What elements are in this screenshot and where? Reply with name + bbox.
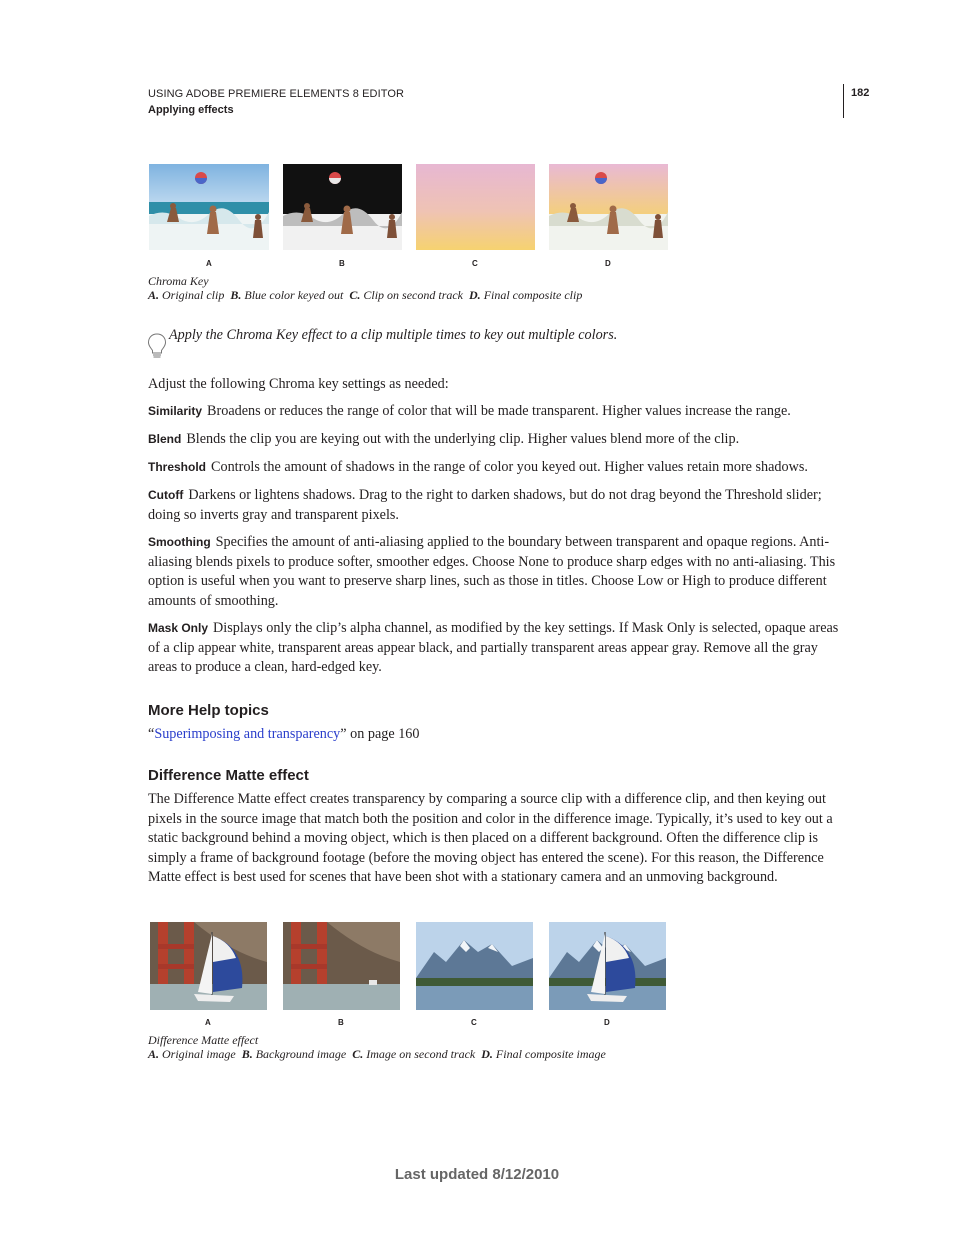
figure2-label-d: D (604, 1018, 610, 1027)
running-header-section: Applying effects (148, 104, 234, 116)
page-number: 182 (851, 87, 870, 99)
setting-mask-only: Mask Only Displays only the clip’s alpha channel, as modified by the key settings. If Mask Only is selected, opaque areas of a clip appear white, transparent areas appear black, and partially transparent areas appear gray. Remove all the gray areas to produce a clean, hard-edged key. (148, 620, 839, 675)
setting-blend: Blend Blends the clip you are keying out with the underlying clip. Higher values blend more of the clip. (148, 431, 740, 447)
difference-matte-second-track-image (416, 922, 533, 1010)
last-updated-footer: Last updated 8/12/2010 (394, 1166, 560, 1183)
figure-label-d: D (605, 259, 611, 268)
difference-matte-original-image (150, 922, 267, 1010)
chroma-key-second-track-image (416, 164, 535, 250)
figure2-label-c: C (471, 1018, 477, 1027)
chroma-key-blue-keyed-out-image (283, 164, 402, 250)
difference-matte-final-composite-image (549, 922, 666, 1010)
help-reference: “Superimposing and transparency” on page 160 (148, 726, 420, 742)
setting-cutoff: Cutoff Darkens or lightens shadows. Drag to the right to darken shadows, but do not drag beyond the Threshold slider; doing so inverts gray and transparent pixels. (148, 487, 822, 523)
figure2-label-b: B (338, 1018, 344, 1027)
more-help-heading: More Help topics (148, 702, 269, 719)
chroma-key-original-clip-image (149, 164, 269, 250)
figure-label-c: C (472, 259, 478, 268)
tip-text: Apply the Chroma Key effect to a clip multiple times to key out multiple colors. (169, 327, 618, 343)
chroma-key-final-composite-image (549, 164, 668, 250)
difference-matte-heading: Difference Matte effect (148, 767, 309, 784)
header-divider (843, 84, 844, 118)
figure-label-a: A (206, 259, 212, 268)
setting-threshold: Threshold Controls the amount of shadows in the range of color you keyed out. Higher values retain more shadows. (148, 459, 808, 475)
difference-matte-paragraph: The Difference Matte effect creates transparency by comparing a source clip with a difference clip, and then keying out pixels in the source image that match both the position and color in the difference image. Typically, it’s used to key out a static background behind a moving object, which is then placed on a different background. Often the difference clip is simply a frame of background footage (before the moving object has entered the scene). For this reason, the Difference Matte effect is best used for scenes that have been shot with a stationary camera and an unmoving background. (148, 791, 833, 885)
running-header-title: USING ADOBE PREMIERE ELEMENTS 8 EDITOR (148, 88, 405, 100)
figure2-caption-items: A. Original image B. Background image C. Image on second track D. Final composite image (148, 1047, 606, 1061)
figure2-label-a: A (205, 1018, 211, 1027)
lightbulb-icon (147, 332, 167, 360)
figure-label-b: B (339, 259, 345, 268)
figure-caption-items: A. Original clip B. Blue color keyed out C. Clip on second track D. Final composite clip (148, 288, 583, 302)
superimposing-link[interactable]: Superimposing and transparency (154, 726, 341, 742)
setting-similarity: Similarity Broadens or reduces the range of color that will be made transparent. Higher values increase the range. (148, 403, 791, 419)
figure-caption-title: Chroma Key (148, 274, 209, 288)
difference-matte-background-image (283, 922, 400, 1010)
figure2-caption-title: Difference Matte effect (148, 1033, 259, 1047)
intro-text: Adjust the following Chroma key settings as needed: (148, 376, 449, 392)
setting-smoothing: Smoothing Specifies the amount of anti-aliasing applied to the boundary between transparent and opaque regions. Anti-aliasing blends pixels to produce softer, smoother edges. Choose None to produce sharp edges with no anti-aliasing. This option is useful when you want to preserve sharp lines, such as those in titles. Choose Low or High to produce different amounts of smoothing. (148, 534, 836, 609)
